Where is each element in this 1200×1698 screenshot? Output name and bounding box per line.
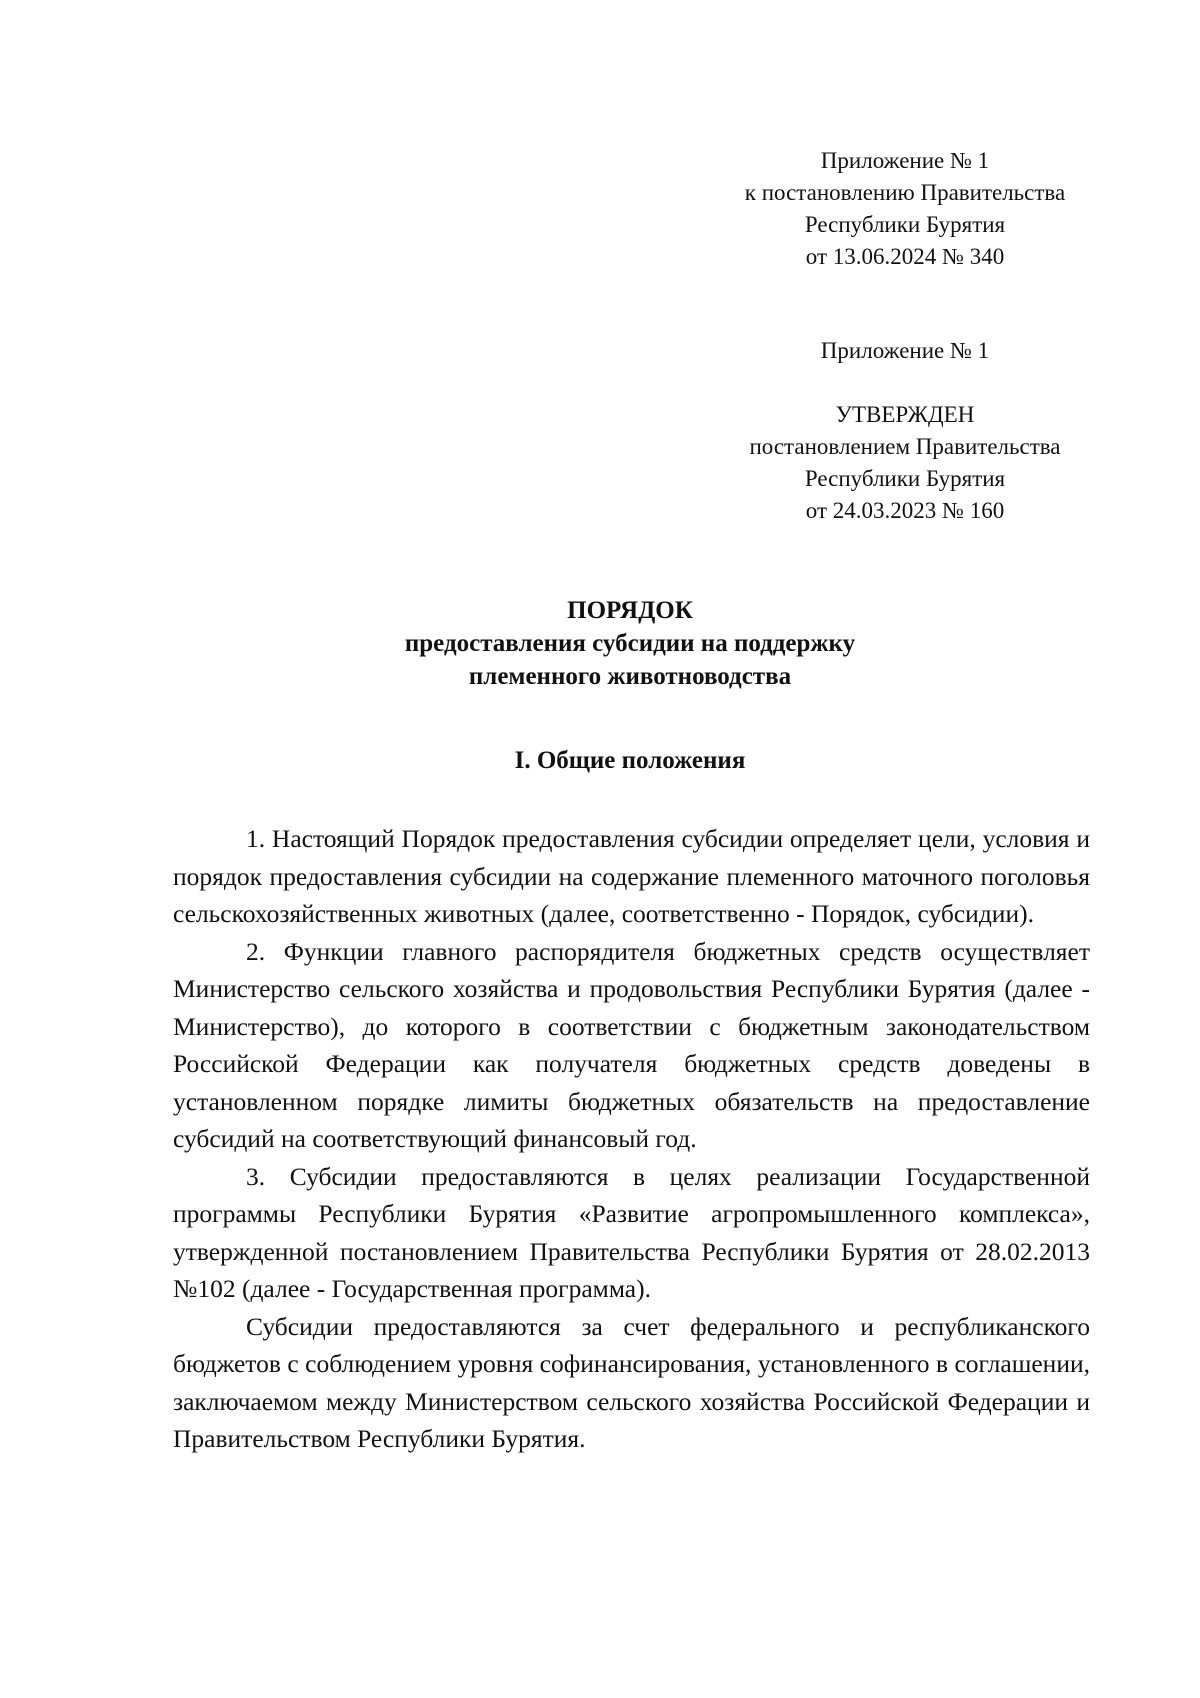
title-line-2: предоставления субсидии на поддержку [404, 630, 856, 657]
title-line-3: племенного животноводства [468, 663, 792, 690]
annex-current-line-3: Республики Бурятия [804, 212, 1006, 237]
approved-line-2: постановлением Правительства [749, 434, 1061, 459]
annex-current-line-2: к постановлению Правительства [744, 180, 1066, 205]
section-heading: I. Общие положения [514, 747, 746, 774]
document-body [173, 820, 1090, 1458]
annex-label-line: Приложение № 1 [820, 338, 990, 363]
approved-line-4: от 24.03.2023 № 160 [805, 498, 1005, 523]
annex-current-line-4: от 13.06.2024 № 340 [805, 244, 1005, 269]
annex-current-block [700, 145, 1110, 273]
paragraph-2: 2. Функции главного распорядителя бюджетных средств осуществляет Министерство сельского хозяйства и продовольствия Республики Бурятия (далее - Министерство), до которого в соответствии с бюджетным законодательством Российской Федерации как получателя бюджетных средств доведены в установленном порядке лимиты бюджетных обязательств на предоставление субсидий на соответствующий финансовый год. [173, 936, 1090, 1153]
paragraph-3: 3. Субсидии предоставляются в целях реализации Государственной программы Республики Бурятия «Развитие агропромышленного комплекса», утвержденной постановлением Правительства Республики Бурятия от 28.02.2013 №102 (далее - Государственная программа). [173, 1161, 1090, 1303]
annex-label-block [700, 335, 1110, 367]
title-line-1: ПОРЯДОК [567, 597, 693, 624]
approved-block [700, 399, 1110, 527]
document-title [170, 594, 1090, 693]
approved-line-3: Республики Бурятия [804, 466, 1006, 491]
approved-line-1: УТВЕРЖДЕН [835, 402, 975, 427]
paragraph-4: Субсидии предоставляются за счет федерального и республиканского бюджетов с соблюдением уровня софинансирования, установленного в соглашении, заключаемом между Министерством сельского хозяйства Российской Федерации и Правительством Республики Бурятия. [173, 1311, 1090, 1453]
paragraph-1: 1. Настоящий Порядок предоставления субсидии определяет цели, условия и порядок предоставления субсидии на содержание племенного маточного поголовья сельскохозяйственных животных (далее, соответственно - Порядок, субсидии). [173, 824, 1090, 928]
annex-current-line-1: Приложение № 1 [820, 148, 990, 173]
